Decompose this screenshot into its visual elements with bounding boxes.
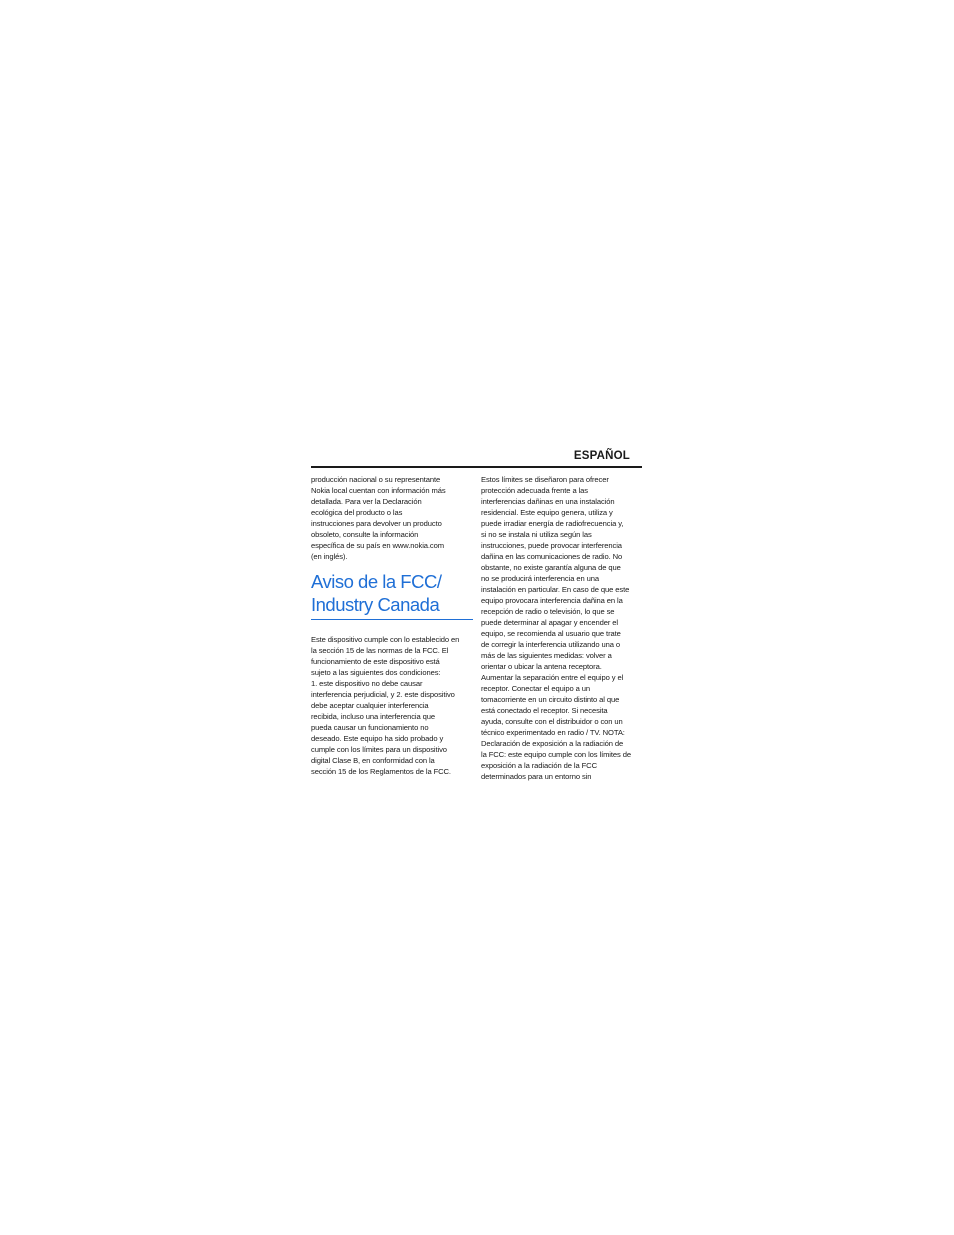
left-column bbox=[311, 474, 473, 777]
right-column bbox=[481, 474, 643, 782]
heading-line-1: Aviso de la FCC/ bbox=[311, 571, 442, 592]
intro-paragraph: producción nacional o su representante Nokia local cuentan con información más detallada. Para ver la Declaración ecológica del producto o las instrucciones para devolver un producto obsoleto, consulte la información específica de su país en www.nokia.com (en inglés). bbox=[311, 475, 446, 561]
heading-line-2: Industry Canada bbox=[311, 594, 440, 615]
fcc-paragraph: Este dispositivo cumple con lo establecido en la sección 15 de las normas de la FCC. El funcionamiento de este dispositivo está sujeto a las siguientes dos condiciones: 1. este dispositivo no debe causar interferencia perjudicial, y 2. este dispositivo debe aceptar cualquier interferencia recibida, incluso una interferencia que pueda causar un funcionamiento no deseado. Este equipo ha sido probado y cumple con los límites para un dispositivo digital Clase B, en conformidad con la sección 15 de los Reglamentos de la FCC. bbox=[311, 635, 460, 776]
page-header bbox=[311, 449, 642, 468]
section-label: ESPAÑOL bbox=[573, 450, 630, 462]
section-heading bbox=[311, 570, 473, 620]
right-paragraph: Estos límites se diseñaron para ofrecer protección adecuada frente a las interferencias dañinas en una instalación residencial. Este equipo genera, utiliza y puede irradiar energía de radiofrecuencia y, si no se instala ni utiliza según las instrucciones, puede provocar interferencia dañina en las comunicaciones de radio. No obstante, no existe garantía alguna de que no se producirá interferencia en una instalación en particular. En caso de que este equipo provocara interferencia dañina en la recepción de radio o televisión, lo que se puede determinar al apagar y encender el equipo, se recomienda al usuario que trate de corregir la interferencia utilizando una o más de las siguientes medidas: volver a orientar o ubicar la antena receptora. Aumentar la separación entre el equipo y el receptor. Conectar el equipo a un tomacorriente en un circuito distinto al que está conectado el receptor. Si necesita ayuda, consulte con el distribuidor o con un técnico experimentado en radio / TV. NOTA: Declaración de exposición a la radiación de la FCC: este equipo cumple con los límites de exposición a la radiación de la FCC determinados para un entorno sin bbox=[481, 475, 631, 781]
